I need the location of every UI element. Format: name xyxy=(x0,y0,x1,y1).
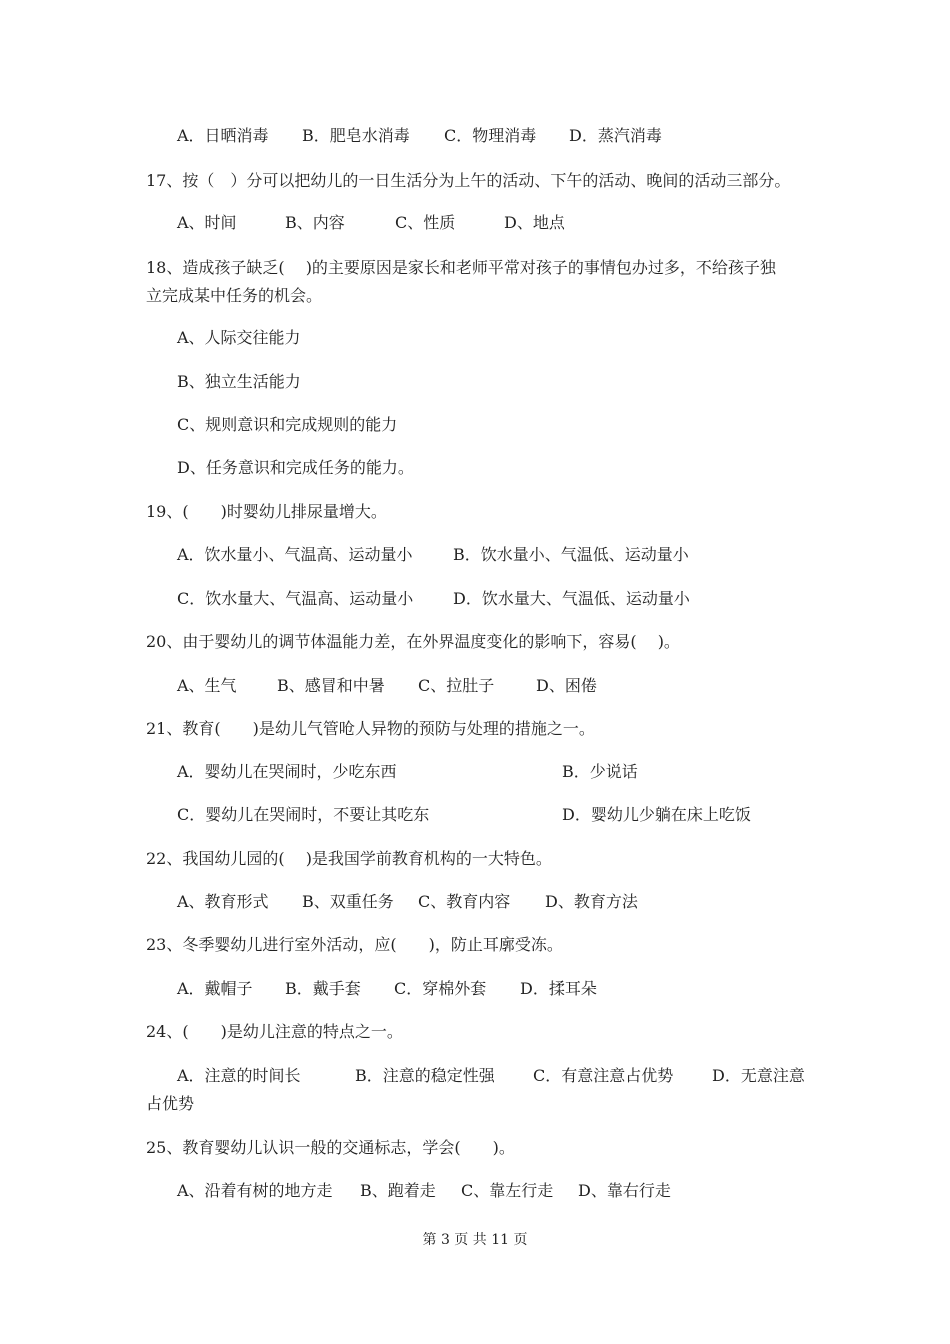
q20-option-d: D、困倦 xyxy=(536,676,597,695)
q16-option-d: D．蒸汽消毒 xyxy=(569,126,662,145)
q24-option-d-wrap: 占优势 xyxy=(146,1094,195,1113)
q17-option-d: D、地点 xyxy=(504,213,565,232)
question-25: 25、教育婴幼儿认识一般的交通标志，学会( )。 xyxy=(146,1138,515,1157)
q19-options-row-2 xyxy=(177,589,690,609)
q23-option-d: D．揉耳朵 xyxy=(520,979,597,998)
q25-options xyxy=(177,1181,671,1201)
q18-option-d: D、任务意识和完成任务的能力。 xyxy=(177,458,414,477)
q25-option-d: D、靠右行走 xyxy=(578,1181,671,1200)
question-20: 20、由于婴幼儿的调节体温能力差，在外界温度变化的影响下，容易( )。 xyxy=(146,632,680,651)
q25-option-b: B、跑着走 xyxy=(360,1181,436,1200)
q22-option-d: D、教育方法 xyxy=(545,892,638,911)
q24-option-a: A．注意的时间长 xyxy=(177,1066,301,1085)
q22-option-a: A、教育形式 xyxy=(177,892,269,911)
q20-options xyxy=(177,676,597,696)
q16-option-a: A．日晒消毒 xyxy=(177,126,269,145)
q23-options xyxy=(177,979,597,999)
q25-option-a: A、沿着有树的地方走 xyxy=(177,1181,333,1200)
q20-option-c: C、拉肚子 xyxy=(418,676,495,695)
q18-option-a: A、人际交往能力 xyxy=(177,328,301,347)
q20-option-b: B、感冒和中暑 xyxy=(277,676,385,695)
question-17: 17、按（ ）分可以把幼儿的一日生活分为上午的活动、下午的活动、晚间的活动三部分。 xyxy=(146,171,791,190)
q22-option-c: C、教育内容 xyxy=(418,892,511,911)
q21-option-b: B．少说话 xyxy=(562,762,638,781)
q20-option-a: A、生气 xyxy=(177,676,237,695)
q21-option-a: A．婴幼儿在哭闹时，少吃东西 xyxy=(177,762,397,781)
question-23: 23、冬季婴幼儿进行室外活动，应( )，防止耳廓受冻。 xyxy=(146,935,563,954)
question-24: 24、( )是幼儿注意的特点之一。 xyxy=(146,1022,403,1041)
q21-options-row-2 xyxy=(177,805,751,825)
question-18-line-1: 18、造成孩子缺乏( )的主要原因是家长和老师平常对孩子的事情包办过多，不给孩子独 xyxy=(146,258,776,277)
q21-option-c: C．婴幼儿在哭闹时，不要让其吃东 xyxy=(177,805,430,824)
q23-option-c: C．穿棉外套 xyxy=(394,979,487,998)
q24-options xyxy=(177,1066,805,1086)
q24-option-b: B．注意的稳定性强 xyxy=(355,1066,495,1085)
q19-option-b: B．饮水量小、气温低、运动量小 xyxy=(453,545,689,564)
q16-option-b: B．肥皂水消毒 xyxy=(302,126,410,145)
question-21: 21、教育( )是幼儿气管呛人异物的预防与处理的措施之一。 xyxy=(146,719,595,738)
q24-option-d: D．无意注意 xyxy=(712,1066,805,1085)
question-22: 22、我国幼儿园的( )是我国学前教育机构的一大特色。 xyxy=(146,849,552,868)
question-19: 19、( )时婴幼儿排尿量增大。 xyxy=(146,502,387,521)
q18-option-c: C、规则意识和完成规则的能力 xyxy=(177,415,398,434)
q21-options-row-1 xyxy=(177,762,638,782)
q22-option-b: B、双重任务 xyxy=(302,892,394,911)
question-18-line-2: 立完成某中任务的机会。 xyxy=(146,286,323,305)
q19-option-a: A．饮水量小、气温高、运动量小 xyxy=(177,545,413,564)
q16-options xyxy=(177,126,662,146)
q24-option-c: C．有意注意占优势 xyxy=(533,1066,674,1085)
q22-options xyxy=(177,892,638,912)
q23-option-a: A．戴帽子 xyxy=(177,979,253,998)
q16-option-c: C．物理消毒 xyxy=(444,126,537,145)
q17-option-a: A、时间 xyxy=(177,213,237,232)
q19-option-d: D．饮水量大、气温低、运动量小 xyxy=(453,589,690,608)
q19-option-c: C．饮水量大、气温高、运动量小 xyxy=(177,589,414,608)
q17-options xyxy=(177,213,565,233)
q17-option-c: C、性质 xyxy=(395,213,456,232)
q21-option-d: D．婴幼儿少躺在床上吃饭 xyxy=(562,805,751,824)
q18-option-b: B、独立生活能力 xyxy=(177,372,301,391)
q17-option-b: B、内容 xyxy=(285,213,345,232)
page-number-footer: 第 3 页 共 11 页 xyxy=(422,1232,528,1248)
q25-option-c: C、靠左行走 xyxy=(461,1181,554,1200)
q19-options-row-1 xyxy=(177,545,689,565)
q23-option-b: B．戴手套 xyxy=(285,979,361,998)
